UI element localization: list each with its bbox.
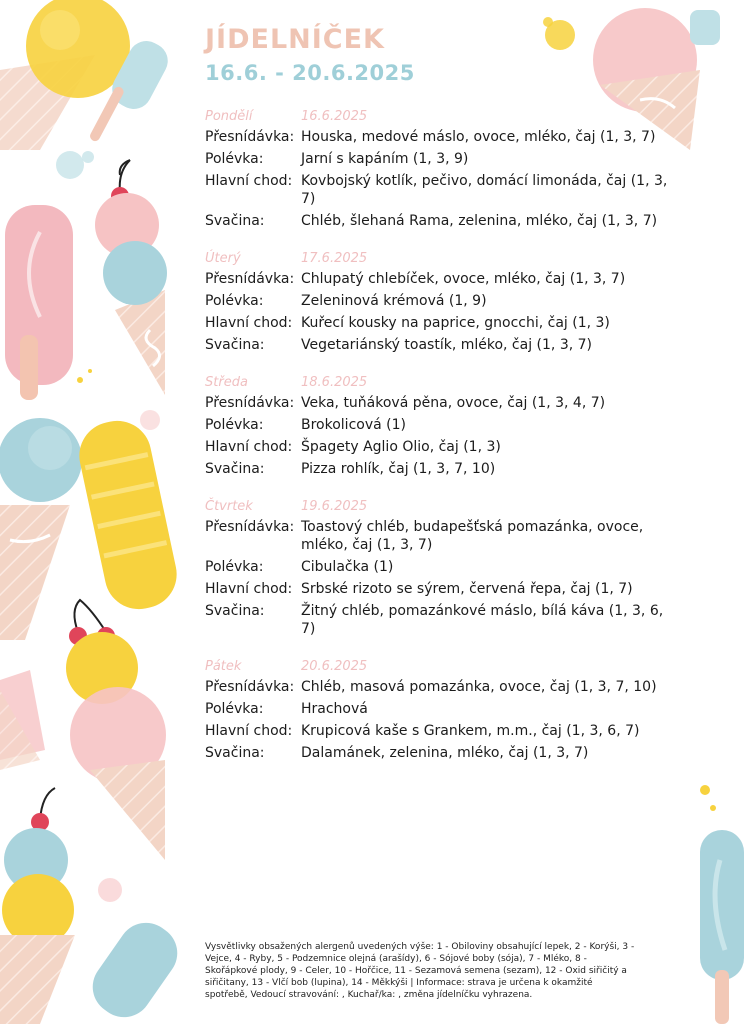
meal-label: Polévka: [205,151,264,167]
day-heading [205,106,685,124]
ice-cream-cone-icon [0,828,75,1024]
day-section [205,496,685,638]
meal-text: Chléb, masová pomazánka, ovoce, čaj (1, 3, 7, 10) [301,679,657,695]
meal-row [205,438,685,456]
meal-row [205,270,685,288]
meal-row [205,336,685,354]
meal-text: Pizza rohlík, čaj (1, 3, 7, 10) [301,461,496,477]
meal-text: Krupicová kaše s Grankem, m.m., čaj (1, 3, 6, 7) [301,723,640,739]
meal-row [205,314,685,332]
meal-text: Špagety Aglio Olio, čaj (1, 3) [301,439,501,455]
meal-text: Žitný chléb, pomazánkové máslo, bílá káva (1, 3, 6, 7) [301,603,664,637]
meal-text: Veka, tuňáková pěna, ovoce, čaj (1, 3, 4, 7) [301,395,606,411]
meal-row [205,394,685,412]
day-heading [205,496,685,514]
meal-label: Svačina: [205,461,265,477]
meal-label: Polévka: [205,701,264,717]
day-heading [205,656,685,674]
meal-label: Svačina: [205,745,265,761]
meal-label: Svačina: [205,213,265,229]
day-section [205,248,685,354]
meal-label: Hlavní chod: [205,581,293,597]
meal-row [205,150,685,168]
meal-text: Kuřecí kousky na paprice, gnocchi, čaj (1, 3) [301,315,610,331]
meal-text: Cibulačka (1) [301,559,394,575]
day-section [205,372,685,478]
meal-label: Polévka: [205,559,264,575]
days-list [205,106,685,762]
meal-text: Zeleninová krémová (1, 9) [301,293,487,309]
meal-row [205,292,685,310]
meal-text: Dalamánek, zelenina, mléko, čaj (1, 3, 7) [301,745,589,761]
meal-row [205,128,685,146]
meal-label: Svačina: [205,337,265,353]
meal-label: Přesnídávka: [205,519,295,535]
popsicle-icon [700,785,744,1024]
day-date: 16.6.2025 [301,109,368,124]
meal-text: Brokolicová (1) [301,417,406,433]
meal-text: Houska, medové máslo, ovoce, mléko, čaj (1, 3, 7) [301,129,656,145]
meal-row [205,744,685,762]
meal-text: Kovbojský kotlík, pečivo, domácí limonáda, čaj (1, 3, 7) [301,173,668,207]
day-section [205,106,685,230]
cherry-icon [31,788,55,831]
meal-row [205,558,685,576]
meal-label: Hlavní chod: [205,315,293,331]
day-date: 19.6.2025 [301,499,368,514]
meal-label: Hlavní chod: [205,723,293,739]
meal-row [205,460,685,478]
meal-text: Srbské rizoto se sýrem, červená řepa, čaj (1, 7) [301,581,633,597]
meal-row [205,416,685,434]
page-title: JÍDELNÍČEK [205,24,385,55]
meal-label: Přesnídávka: [205,395,295,411]
week-date-range: 16.6. - 20.6.2025 [205,61,415,85]
popsicle-icon [5,205,73,400]
meal-text: Chléb, šlehaná Rama, zelenina, mléko, čaj (1, 3, 7) [301,213,658,229]
day-date: 18.6.2025 [301,375,368,390]
meal-label: Hlavní chod: [205,439,293,455]
day-name: Čtvrtek [205,499,253,514]
ice-cream-cone-icon [0,418,82,640]
meal-text: Hrachová [301,701,368,717]
menu-content [205,24,685,766]
meal-row [205,580,685,598]
day-section [205,656,685,762]
meal-text: Jarní s kapáním (1, 3, 9) [301,151,469,167]
day-date: 17.6.2025 [301,251,368,266]
day-date: 20.6.2025 [301,659,368,674]
meal-row [205,678,685,696]
meal-label: Přesnídávka: [205,271,295,287]
day-name: Středa [205,375,248,390]
popsicle-icon [73,415,183,616]
day-name: Pátek [205,659,242,674]
meal-label: Hlavní chod: [205,173,293,189]
meal-label: Přesnídávka: [205,129,295,145]
meal-row [205,518,685,554]
meal-row [205,700,685,718]
ice-cream-cone-icon [0,0,130,150]
meal-label: Přesnídávka: [205,679,295,695]
day-heading [205,372,685,390]
meal-text: Chlupatý chlebíček, ovoce, mléko, čaj (1, 3, 7) [301,271,626,287]
meal-label: Svačina: [205,603,265,619]
meal-label: Polévka: [205,417,264,433]
meal-row [205,172,685,208]
day-heading [205,248,685,266]
meal-text: Vegetariánský toastík, mléko, čaj (1, 3, 7) [301,337,592,353]
meal-label: Polévka: [205,293,264,309]
meal-text: Toastový chléb, budapešťská pomazánka, ovoce, mléko, čaj (1, 3, 7) [301,519,644,553]
day-name: Pondělí [205,109,253,124]
allergen-legend: Vysvětlivky obsažených alergenů uvedených výše: 1 - Obiloviny obsahující lepek, 2 - Korýši, 3 - Vejce, 4 - Ryby, 5 - Podzemnice olejná (arašídy), 6 - Sójové boby (sója), 7 - Mléko, 8 - Skořápkové plody, 9 - Celer, 10 - Hořčice, 11 - Sezamová semena (sezam), 12 - Oxid siřičitý a siřičitany, 13 - Vlčí bob (lupina), 14 - Měkkýši | Informace: strava je určena k okamžité spotřebě, Vedoucí stravování: , Kuchař/ka: , změna jídelníčku vyhrazena. [205,942,635,1000]
meal-row [205,212,685,230]
meal-row [205,602,685,638]
day-name: Úterý [205,251,241,266]
meal-row [205,722,685,740]
